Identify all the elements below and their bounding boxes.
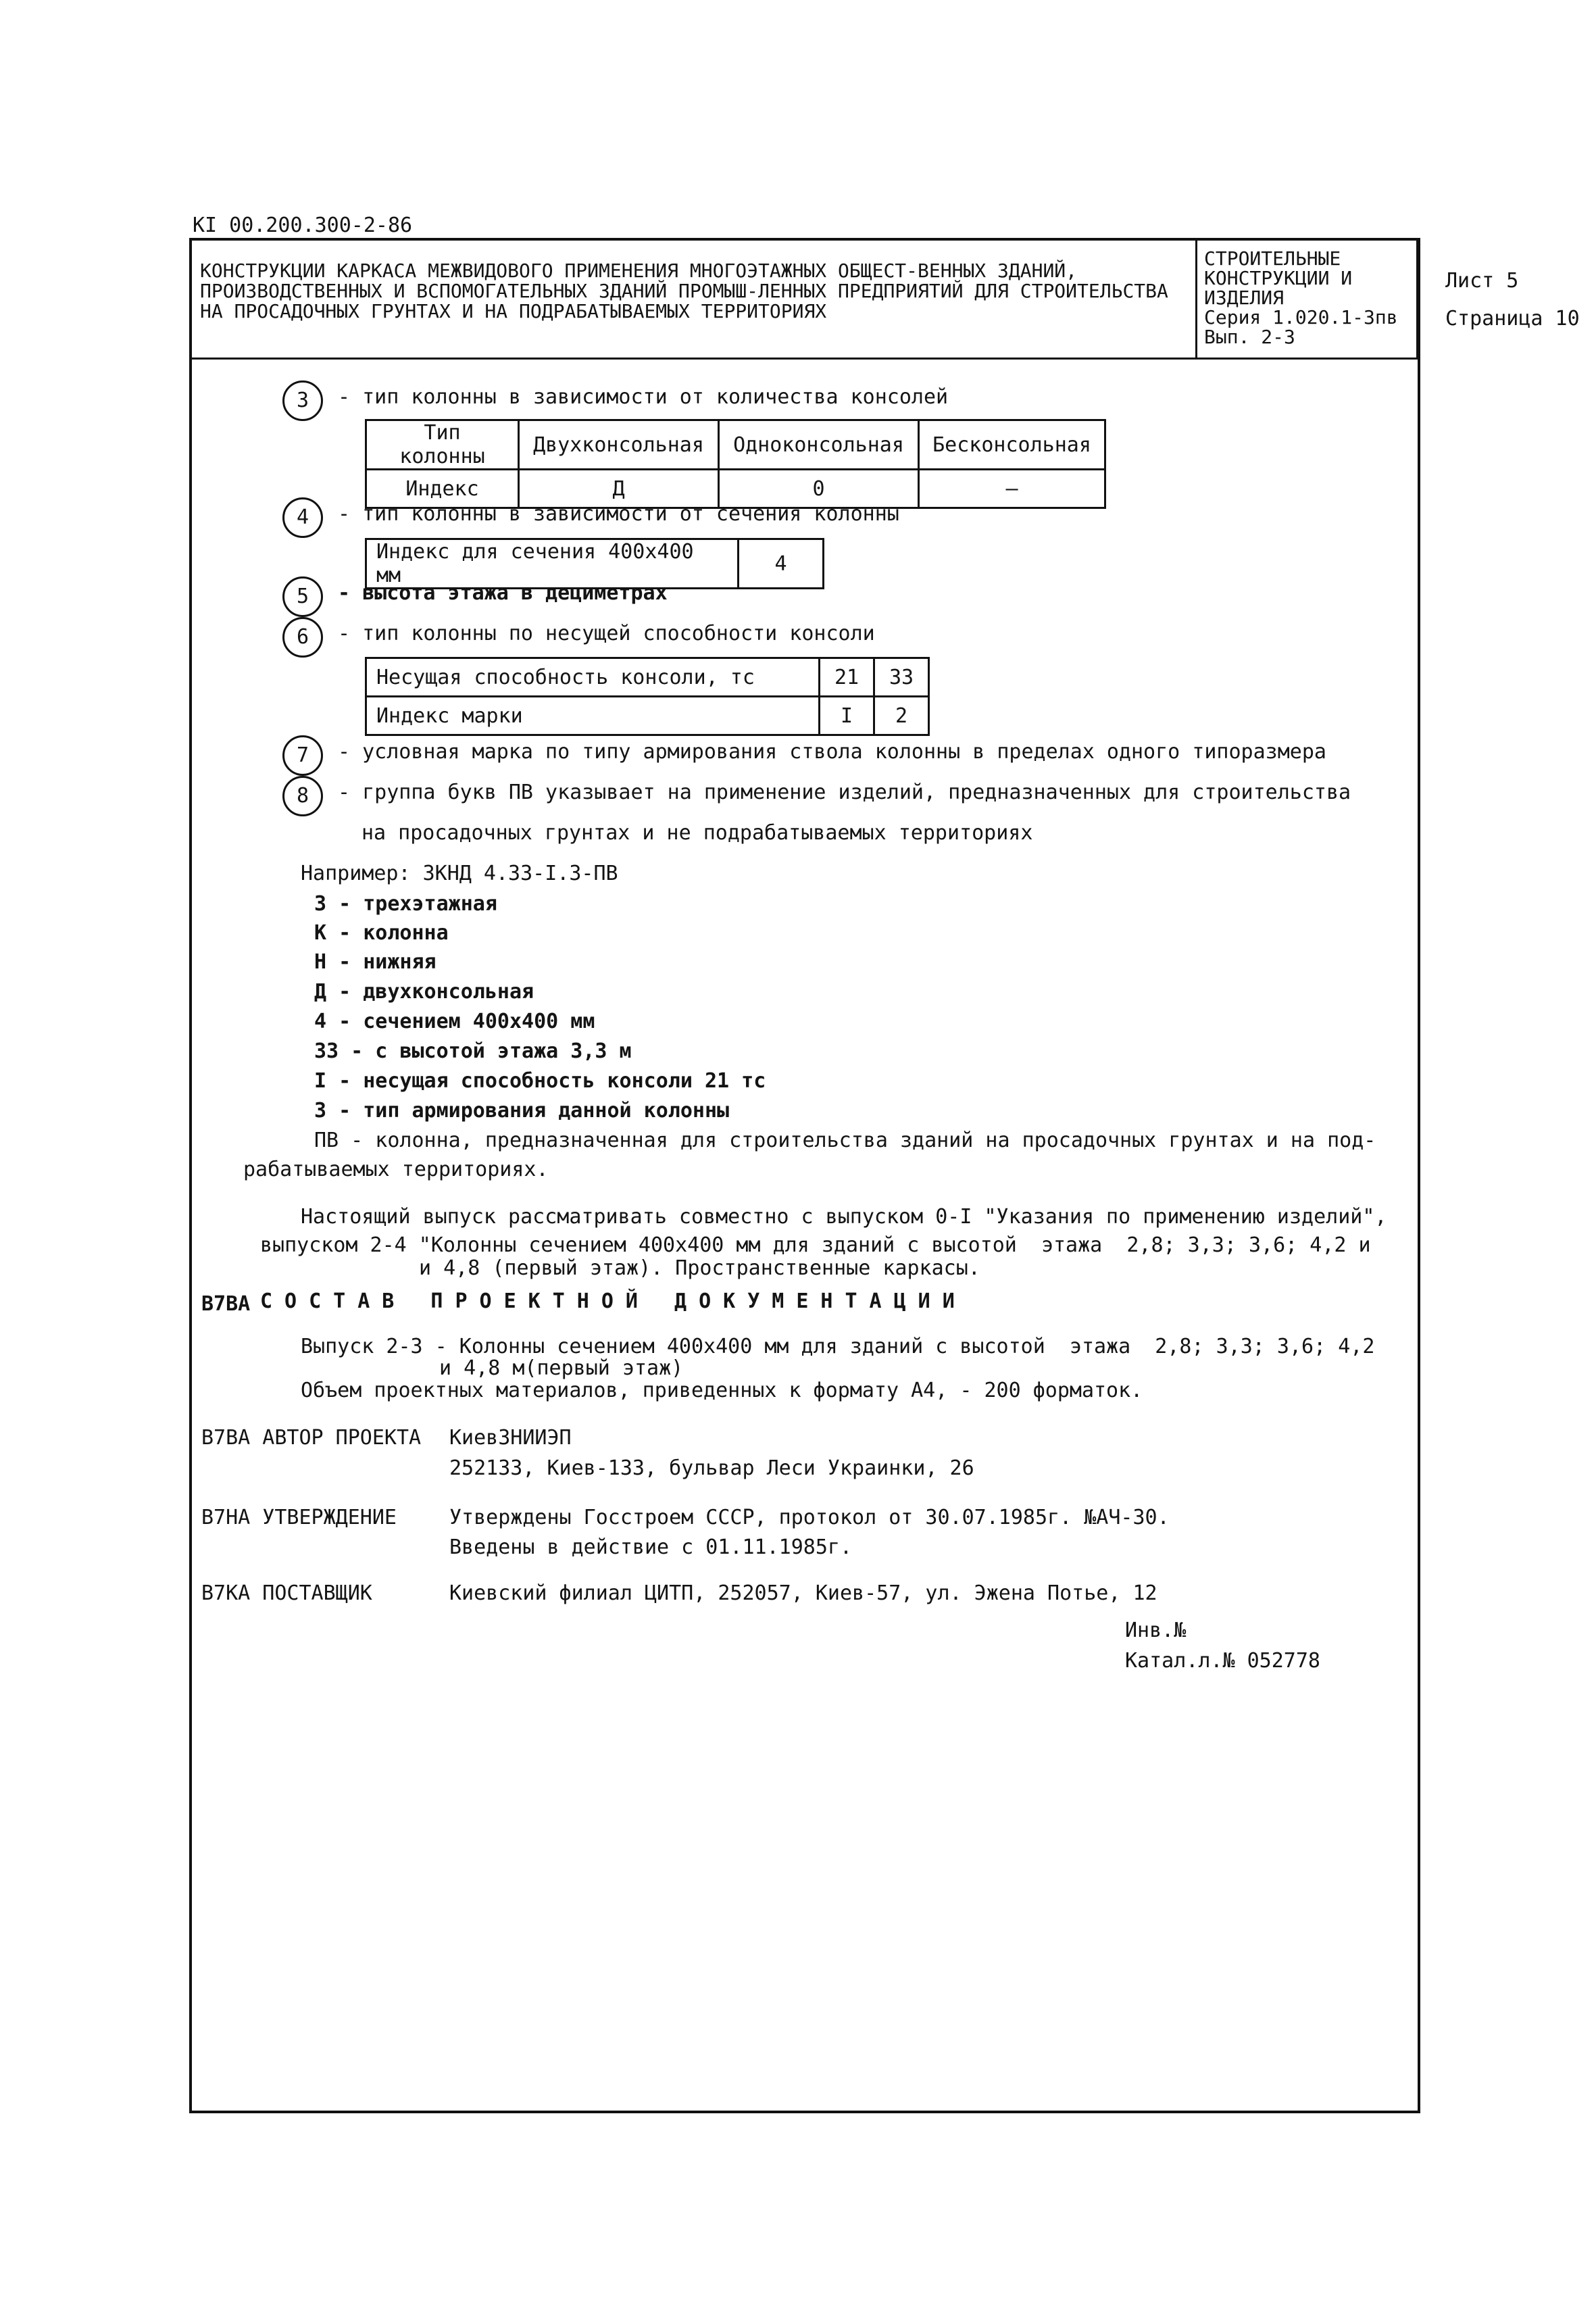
example-line: 33 - с высотой этажа 3,3 м [314,1039,632,1063]
table-cell: 0 [719,470,919,508]
author-line: 252133, Киев-133, бульвар Леси Украинки, 26 [449,1456,974,1480]
item-6-text: - тип колонны по несущей способности консоли [338,622,875,645]
series-line-1: СТРОИТЕЛЬНЫЕ [1204,247,1341,270]
example-line: Н - нижняя [314,950,437,974]
composition-line: и 4,8 м(первый этаж) [439,1356,684,1380]
note-line: выпуском 2-4 "Колонны сечением 400х400 мм для зданий с высотой этажа 2,8; 3,3; 3,6; 4,2 и [260,1233,1371,1257]
approval-code: В7НА УТВЕРЖДЕНИЕ [201,1506,397,1529]
inventory-number: Инв.№ [1125,1619,1187,1642]
note-line: и 4,8 (первый этаж). Пространственные каркасы. [419,1256,980,1280]
series-line-3: ИЗДЕЛИЯ [1204,287,1285,309]
example-line: 3 - трехэтажная [314,892,497,916]
example-line: ПВ - колонна, предназначенная для строительства зданий на просадочных грунтах и на под- [314,1129,1376,1152]
item-4-text: - тип колонны в зависимости от сечения колонны [338,502,899,526]
example-line: К - колонна [314,921,449,945]
document-code: КI 00.200.300-2-86 [193,214,413,237]
example-line: 3 - тип армирования данной колонны [314,1099,730,1123]
table-cell: 4 [739,539,824,589]
item-3-text: - тип колонны в зависимости от количества консолей [338,385,949,409]
author-line: КиевЗНИИЭП [449,1426,572,1450]
example-line: Д - двухконсольная [314,980,534,1004]
composition-title: СОСТАВ ПРОЕКТНОЙ ДОКУМЕНТАЦИИ [260,1289,967,1313]
table-cell: Тип колонны [366,420,519,470]
approval-line: Введены в действие с 01.11.1985г. [449,1535,853,1559]
table-cell: Несущая способность консоли, тс [366,658,820,697]
item-8-marker: 8 [282,776,323,816]
example-title: Например: 3КНД 4.33-I.3-ПВ [301,862,618,885]
page-number: Страница 10 [1445,307,1580,330]
example-line: рабатываемых территориях. [243,1158,549,1181]
item-6-marker: 6 [282,617,323,658]
item-8-continuation: на просадочных грунтах и не подрабатываемых территориях [361,821,1033,845]
approval-line: Утверждены Госстроем СССР, протокол от 30.07.1985г. №АЧ-30. [449,1506,1170,1529]
author-code: В7ВА АВТОР ПРОЕКТА [201,1426,422,1450]
item-4-marker: 4 [282,497,323,538]
item-7-marker: 7 [282,735,323,776]
series-block [1195,241,1418,358]
table-cell: Д [519,470,719,508]
item-5-text: - высота этажа в дециметрах [338,581,668,605]
table-cell: Индекс для сечения 400х400 мм [366,539,739,589]
document-title: КОНСТРУКЦИИ КАРКАСА МЕЖВИДОВОГО ПРИМЕНЕНИЯ МНОГОЭТАЖНЫХ ОБЩЕСТ-ВЕННЫХ ЗДАНИЙ, ПРОИЗВОДСТВЕННЫХ И ВСПОМОГАТЕЛЬНЫХ ЗДАНИЙ ПРОМЫШ-ЛЕННЫХ ПРЕДПРИЯТИЙ ДЛЯ СТРОИТЕЛЬСТВА НА ПРОСАДОЧНЫХ ГРУНТАХ И НА ПОДРАБАТЫВАЕМЫХ ТЕРРИТОРИЯХ [200,260,1168,322]
composition-line: Объем проектных материалов, приведенных к формату А4, - 200 форматок. [301,1379,1143,1402]
composition-code: В7ВА [201,1292,251,1316]
table-cell: — [919,470,1105,508]
composition-line: Выпуск 2-3 - Колонны сечением 400х400 мм для зданий с высотой этажа 2,8; 3,3; 3,6; 4,2 [301,1335,1375,1358]
item-5-marker: 5 [282,576,323,617]
sheet-number: Лист 5 [1445,269,1519,293]
table-cell: Индекс марки [366,697,820,735]
note-line: Настоящий выпуск рассматривать совместно с выпуском 0-I "Указания по применению изделий", [301,1205,1387,1229]
column-type-table [365,419,1106,509]
capacity-table [365,657,930,736]
item-8-text: - группа букв ПВ указывает на применение изделий, предназначенных для строительства [338,781,1351,804]
table-cell: 33 [874,658,929,697]
table-cell: Одноконсольная [719,420,919,470]
example-line: I - несущая способность консоли 21 тс [314,1069,766,1093]
supplier-code: В7КА ПОСТАВЩИК [201,1581,372,1605]
table-cell: Двухконсольная [519,420,719,470]
catalog-number: Катал.л.№ 052778 [1125,1649,1320,1673]
item-7-text: - условная марка по типу армирования ствола колонны в пределах одного типоразмера [338,740,1326,764]
table-cell: 2 [874,697,929,735]
series-line-2: КОНСТРУКЦИИ И [1204,267,1353,289]
table-cell: I [820,697,874,735]
table-cell: Индекс [366,470,519,508]
table-cell: Бесконсольная [919,420,1105,470]
item-3-marker: 3 [282,380,323,421]
sheet-block [1418,241,1596,358]
example-line: 4 - сечением 400х400 мм [314,1010,595,1033]
table-cell: 21 [820,658,874,697]
issue-number: Вып. 2-3 [1204,326,1295,348]
supplier-line: Киевский филиал ЦИТП, 252057, Киев-57, ул. Эжена Потье, 12 [449,1581,1157,1605]
series-number: Серия 1.020.1-3пв [1204,306,1398,328]
title-block [192,241,1580,360]
